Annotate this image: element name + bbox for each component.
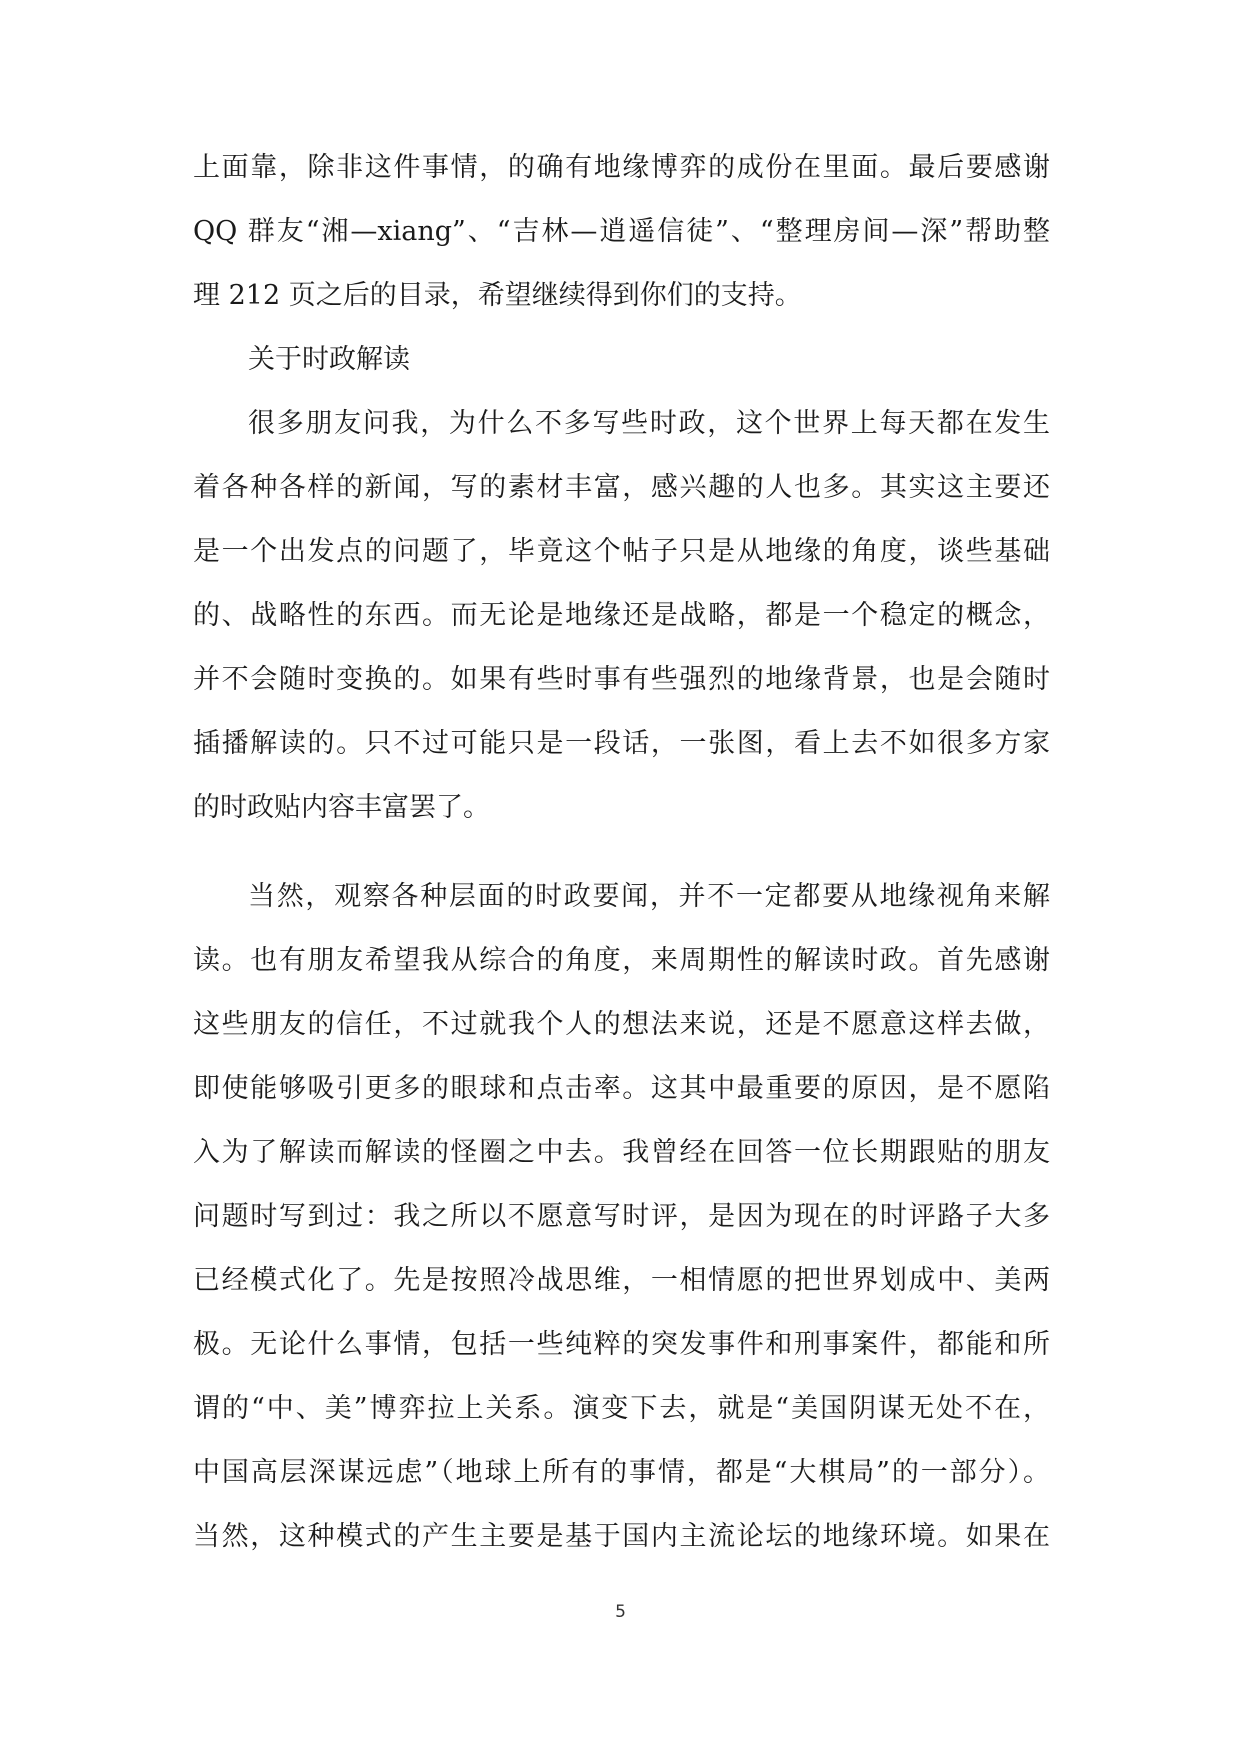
text-line: 读。也有朋友希望我从综合的角度，来周期性的解读时政。首先感谢: [193, 945, 1050, 976]
text-line: 并不会随时变换的。如果有些时事有些强烈的地缘背景，也是会随时: [193, 664, 1050, 695]
text-line: 当然，观察各种层面的时政要闻，并不一定都要从地缘视角来解: [248, 881, 1050, 912]
text-line: 插播解读的。只不过可能只是一段话，一张图，看上去不如很多方家: [193, 728, 1050, 759]
text-line: 谓的“中、美”博弈拉上关系。演变下去，就是“美国阴谋无处不在，: [193, 1393, 1050, 1424]
text-line: 是一个出发点的问题了，毕竟这个帖子只是从地缘的角度，谈些基础: [193, 536, 1050, 567]
page-number: 5: [615, 1602, 626, 1622]
text-line: 很多朋友问我，为什么不多写些时政，这个世界上每天都在发生: [248, 408, 1050, 439]
text-line: 即使能够吸引更多的眼球和点击率。这其中最重要的原因，是不愿陷: [193, 1073, 1050, 1104]
section-heading: 关于时政解读: [248, 344, 410, 375]
text-line: 中国高层深谋远虑”（地球上所有的事情，都是“大棋局”的一部分）。: [193, 1457, 1050, 1488]
text-line: 已经模式化了。先是按照冷战思维，一相情愿的把世界划成中、美两: [193, 1265, 1050, 1296]
text-line: 当然，这种模式的产生主要是基于国内主流论坛的地缘环境。如果在: [193, 1521, 1050, 1552]
text-line: 的时政贴内容丰富罢了。: [193, 792, 490, 823]
text-line: 极。无论什么事情，包括一些纯粹的突发事件和刑事案件，都能和所: [193, 1329, 1050, 1360]
text-line: 上面靠，除非这件事情，的确有地缘博弈的成份在里面。最后要感谢: [193, 152, 1050, 183]
text-line: 着各种各样的新闻，写的素材丰富，感兴趣的人也多。其实这主要还: [193, 472, 1050, 503]
text-line: 理 212 页之后的目录，希望继续得到你们的支持。: [193, 280, 802, 311]
text-line: 入为了解读而解读的怪圈之中去。我曾经在回答一位长期跟贴的朋友: [193, 1137, 1050, 1168]
text-line: 问题时写到过：我之所以不愿意写时评，是因为现在的时评路子大多: [193, 1201, 1050, 1232]
text-line: 的、战略性的东西。而无论是地缘还是战略，都是一个稳定的概念，: [193, 600, 1050, 631]
text-line: QQ 群友“湘—xiang”、“吉林—逍遥信徒”、“整理房间—深”帮助整: [193, 216, 1050, 247]
text-line: 这些朋友的信任，不过就我个人的想法来说，还是不愿意这样去做，: [193, 1009, 1050, 1040]
